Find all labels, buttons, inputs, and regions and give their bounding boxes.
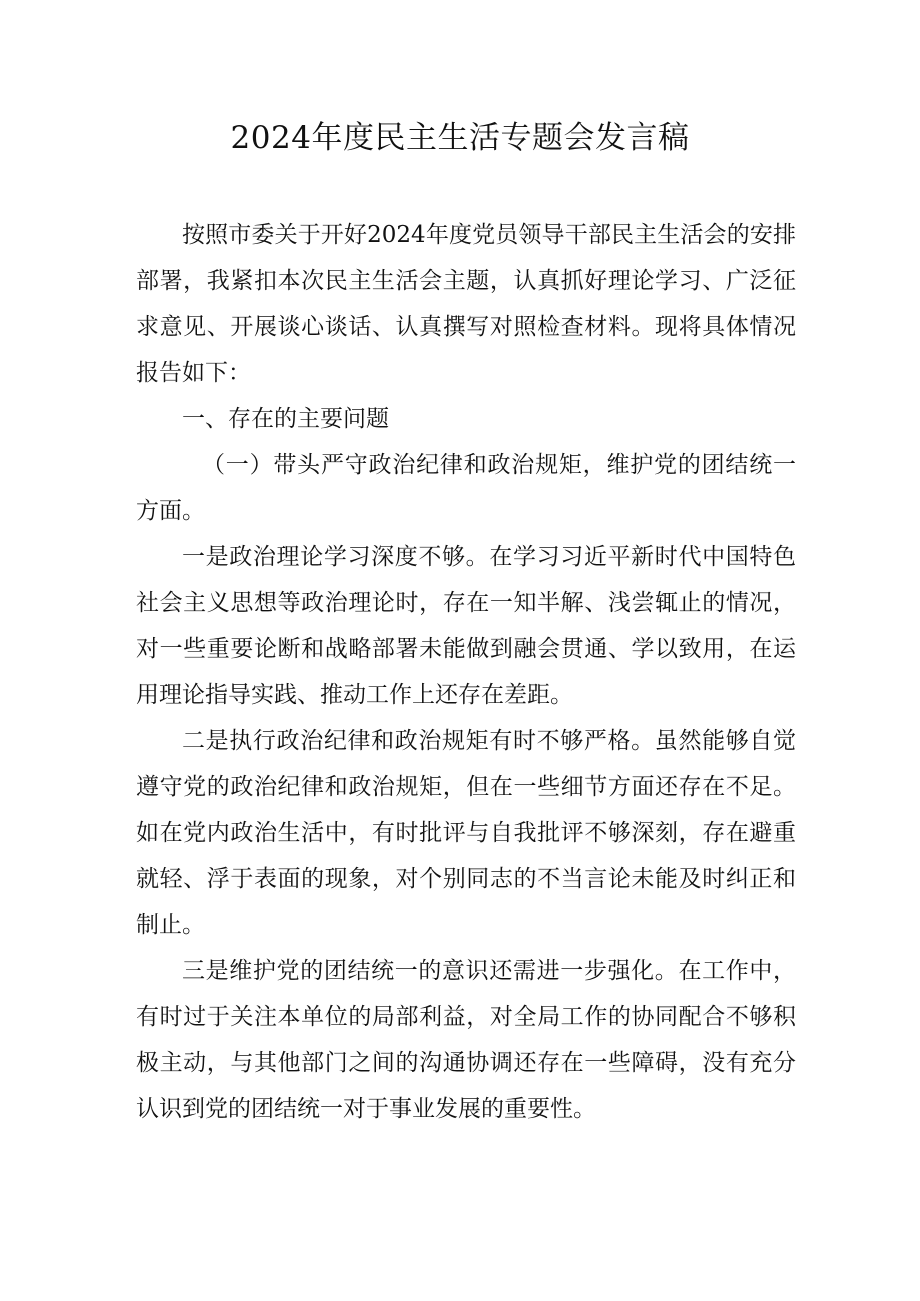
issue-paragraph-1: 一是政治理论学习深度不够。在学习习近平新时代中国特色社会主义思想等政治理论时，存在一知半解、浅尝辄止的情况，对一些重要论断和战略部署未能做到融会贯通、学以致用，在运用理论指导实践、推动工作上还存在差距。 xyxy=(136,544,796,708)
document-body xyxy=(136,212,796,1132)
issue-paragraph-2: 二是执行政治纪律和政治规矩有时不够严格。虽然能够自觉遵守党的政治纪律和政治规矩，但在一些细节方面还存在不足。如在党内政治生活中，有时批评与自我批评不够深刻，存在避重就轻、浮于表面的现象，对个别同志的不当言论未能及时纠正和制止。 xyxy=(136,728,796,938)
intro-paragraph: 按照市委关于开好2024年度党员领导干部民主生活会的安排部署，我紧扣本次民主生活会主题，认真抓好理论学习、广泛征求意见、开展谈心谈话、认真撰写对照检查材料。现将具体情况报告如下： xyxy=(136,222,796,386)
section-heading: 一、存在的主要问题 xyxy=(182,406,389,432)
subsection-heading: （一）带头严守政治纪律和政治规矩，维护党的团结统一方面。 xyxy=(136,452,796,524)
document-title: 2024年度民主生活专题会发言稿 xyxy=(230,120,690,156)
issue-paragraph-3: 三是维护党的团结统一的意识还需进一步强化。在工作中，有时过于关注本单位的局部利益，对全局工作的协同配合不够积极主动，与其他部门之间的沟通协调还存在一些障碍，没有充分认识到党的团结统一对于事业发展的重要性。 xyxy=(136,958,796,1122)
